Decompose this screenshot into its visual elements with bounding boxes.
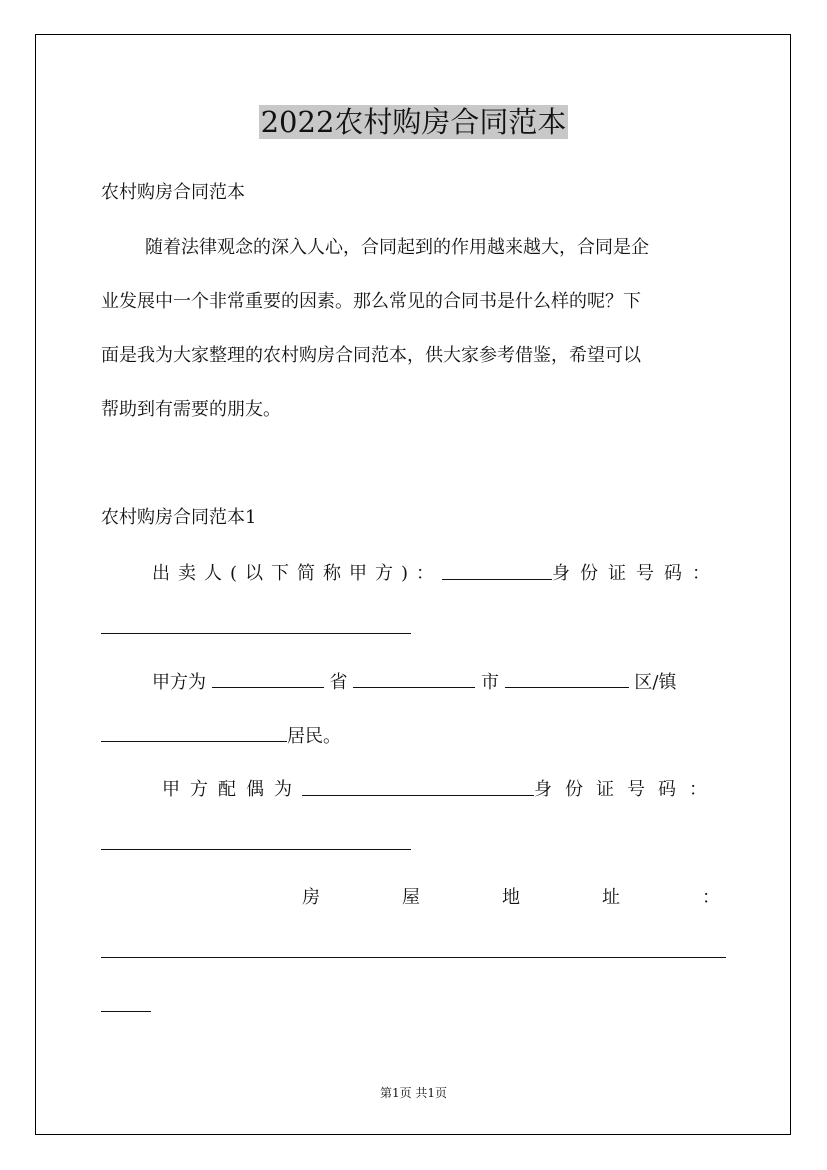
district-label: 区/镇	[634, 672, 677, 693]
seller-id-label: 身份证号码：	[552, 563, 720, 584]
house-address-char: 房	[302, 887, 320, 908]
document-title: 2022农村购房合同范本	[260, 105, 567, 139]
city-blank[interactable]	[353, 670, 475, 688]
section-heading: 农村购房合同范本1	[101, 507, 257, 528]
house-address-line	[101, 940, 726, 965]
house-address-char: 屋	[402, 887, 420, 908]
city-label: 市	[480, 672, 499, 693]
spouse-id-label: 身份证号码：	[534, 779, 720, 800]
town-blank[interactable]	[101, 724, 287, 742]
resident-label: 居民。	[287, 726, 341, 747]
house-address-line-2	[101, 994, 726, 1019]
seller-line	[152, 562, 720, 586]
house-address-char: 地	[502, 887, 520, 908]
intro-line-3: 面是我为大家整理的农村购房合同范本，供大家参考借鉴，希望可以	[101, 345, 641, 366]
intro-line-1: 随着法律观念的深入人心，合同起到的作用越来越大，合同是企	[145, 237, 649, 258]
seller-id-line	[101, 616, 726, 641]
district-blank[interactable]	[505, 670, 629, 688]
spouse-line	[162, 778, 720, 802]
party-a-prefix: 甲方为	[152, 672, 206, 693]
seller-id-blank[interactable]	[101, 616, 411, 634]
spouse-id-blank[interactable]	[101, 832, 411, 850]
house-address-label	[302, 886, 720, 910]
seller-name-blank[interactable]	[442, 562, 552, 580]
spouse-name-blank[interactable]	[302, 778, 534, 796]
intro-line-4: 帮助到有需要的朋友。	[101, 399, 281, 420]
intro-line-2: 业发展中一个非常重要的因素。那么常见的合同书是什么样的呢？下	[101, 291, 641, 312]
province-blank[interactable]	[212, 670, 324, 688]
house-address-char: 址	[602, 887, 620, 908]
spouse-id-line	[101, 832, 726, 857]
seller-label: 出卖人(以下简称甲方)：	[152, 563, 443, 584]
province-label: 省	[329, 672, 348, 693]
house-address-blank[interactable]	[101, 940, 726, 958]
spouse-label: 甲方配偶为	[162, 779, 302, 800]
subtitle: 农村购房合同范本	[101, 182, 245, 203]
house-address-blank-2[interactable]	[101, 994, 151, 1012]
page-footer: 第1页 共1页	[379, 1086, 448, 1100]
resident-line	[101, 724, 726, 749]
party-a-residence-line	[152, 670, 726, 695]
house-address-char: ：	[702, 887, 720, 908]
